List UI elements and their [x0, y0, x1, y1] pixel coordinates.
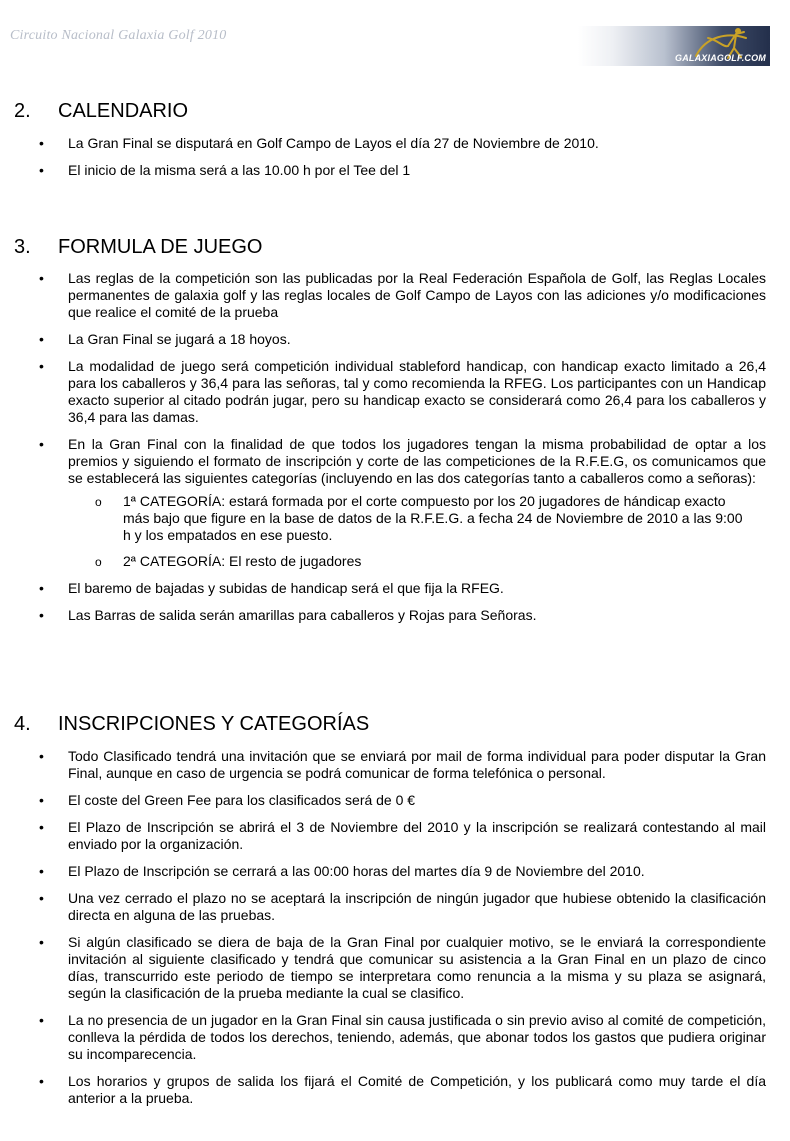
- list-item: [0, 1012, 766, 1063]
- bullet-icon: •: [39, 331, 44, 347]
- section-number: 3.: [14, 236, 31, 258]
- section-number: 4.: [14, 713, 31, 735]
- logo-text: GALAXIAGOLF.COM: [675, 53, 766, 63]
- section-inscripciones-y-categorias: [0, 713, 790, 1107]
- section-title: INSCRIPCIONES Y CATEGORÍAS: [58, 713, 370, 735]
- section-title: CALENDARIO: [58, 100, 189, 122]
- bullet-icon: •: [39, 162, 44, 178]
- list-item-text: La Gran Final se jugará a 18 hoyos.: [68, 331, 291, 347]
- list-item-text: En la Gran Final con la finalidad de que todos los jugadores tengan la misma probabilidad de optar a los premios y siguiendo el formato de inscripción y corte de las competiciones de la R.F.E.G, os comunicamos que se establecerá las siguientes categorías (incluyendo en las dos categorías tanto a caballeros como a señoras):: [68, 436, 766, 486]
- bullet-icon: •: [39, 1073, 44, 1089]
- list-item-text: La modalidad de juego será competición individual stableford handicap, con handicap exacto limitado a 26,4 para los caballeros y 36,4 para las señoras, tal y como recomienda la RFEG. Los participantes con un Handicap exacto superior al citado podrán jugar, pero su handicap exacto se considerará como 26,4 para los caballeros y 36,4 para las damas.: [68, 358, 766, 425]
- bullet-icon: •: [39, 748, 44, 764]
- sub-list-item: [68, 553, 743, 570]
- list-item-text: La no presencia de un jugador en la Gran Final sin causa justificada o sin previo aviso al comité de competición, conlleva la pérdida de todos los derechos, teniendo, además, que abonar todos los gastos que pudiera originar su incomparecencia.: [68, 1012, 766, 1062]
- sub-list: [68, 493, 766, 570]
- list-item-text: El Plazo de Inscripción se abrirá el 3 de Noviembre del 2010 y la inscripción se realizará contestando al mail enviado por la organización.: [68, 819, 766, 852]
- galaxiagolf-logo: [578, 26, 770, 66]
- list-item-text: El Plazo de Inscripción se cerrará a las 00:00 horas del martes día 9 de Noviembre del 2010.: [68, 863, 645, 879]
- bullet-icon: •: [39, 934, 44, 950]
- bullet-icon: •: [39, 135, 44, 151]
- list-item: [0, 436, 766, 570]
- list-item: [0, 890, 766, 924]
- list-item: [0, 1073, 766, 1107]
- list-item-text: Los horarios y grupos de salida los fijará el Comité de Competición, y los publicará como muy tarde el día anterior a la prueba.: [68, 1073, 766, 1106]
- bullet-list: [0, 270, 790, 624]
- list-item-text: Las Barras de salida serán amarillas para caballeros y Rojas para Señoras.: [68, 607, 537, 623]
- bullet-list: [0, 748, 790, 1107]
- list-item: [0, 607, 766, 624]
- bullet-list: [0, 135, 790, 179]
- list-item-text: El coste del Green Fee para los clasificados será de 0 €: [68, 792, 416, 808]
- list-item-text: El baremo de bajadas y subidas de handicap será el que fija la RFEG.: [68, 580, 504, 596]
- section-title: FORMULA DE JUEGO: [58, 236, 263, 258]
- sub-list-item-text: 2ª CATEGORÍA: El resto de jugadores: [123, 553, 362, 569]
- list-item: [0, 270, 766, 321]
- document-header-title: Circuito Nacional Galaxia Golf 2010: [10, 28, 227, 43]
- circle-bullet-icon: o: [95, 495, 102, 509]
- list-item-text: El inicio de la misma será a las 10.00 h por el Tee del 1: [68, 162, 411, 178]
- bullet-icon: •: [39, 436, 44, 452]
- list-item-text: Si algún clasificado se diera de baja de la Gran Final por cualquier motivo, se le enviará la correspondiente invitación al siguiente clasificado y tendrá que comunicar su asistencia a la Gran Final en un plazo de cinco días, transcurrido este periodo de tiempo se interpretara como renuncia a la misma y su plaza se asignará, según la clasificación de la prueba mediante la cual se clasifico.: [68, 934, 766, 1001]
- circle-bullet-icon: o: [95, 555, 102, 569]
- list-item: [0, 358, 766, 426]
- section-calendario: [0, 100, 790, 179]
- sub-list-item: [68, 493, 743, 544]
- list-item: [0, 135, 766, 152]
- bullet-icon: •: [39, 890, 44, 906]
- sub-list-item-text: 1ª CATEGORÍA: estará formada por el corte compuesto por los 20 jugadores de hándicap exacto más bajo que figure en la base de datos de la R.F.E.G. a fecha 24 de Noviembre de 2010 a las 9:00 h y los empatados en ese puesto.: [123, 493, 743, 543]
- list-item: [0, 580, 766, 597]
- list-item-text: Todo Clasificado tendrá una invitación que se enviará por mail de forma individual para poder disputar la Gran Final, aunque en caso de urgencia se podrá comunicar de forma telefónica o personal.: [68, 748, 766, 781]
- section-heading: [0, 100, 790, 126]
- list-item: [0, 934, 766, 1002]
- bullet-icon: •: [39, 1012, 44, 1028]
- bullet-icon: •: [39, 863, 44, 879]
- list-item-text: Las reglas de la competición son las publicadas por la Real Federación Española de Golf, las Reglas Locales permanentes de galaxia golf y las reglas locales de Golf Campo de Layos con las adiciones y/o modificaciones que realice el comité de la prueba: [68, 270, 766, 320]
- bullet-icon: •: [39, 792, 44, 808]
- list-item: [0, 819, 766, 853]
- bullet-icon: •: [39, 580, 44, 596]
- section-heading: [0, 713, 790, 739]
- bullet-icon: •: [39, 819, 44, 835]
- list-item: [0, 162, 766, 179]
- list-item: [0, 748, 766, 782]
- section-formula-de-juego: [0, 236, 790, 624]
- list-item-text: La Gran Final se disputará en Golf Campo de Layos el día 27 de Noviembre de 2010.: [68, 135, 599, 151]
- list-item-text: Una vez cerrado el plazo no se aceptará la inscripción de ningún jugador que hubiese obtenido la clasificación directa en alguna de las pruebas.: [68, 890, 766, 923]
- bullet-icon: •: [39, 270, 44, 286]
- list-item: [0, 863, 766, 880]
- list-item: [0, 792, 766, 809]
- section-heading: [0, 236, 790, 262]
- section-number: 2.: [14, 100, 31, 122]
- bullet-icon: •: [39, 607, 44, 623]
- list-item: [0, 331, 766, 348]
- bullet-icon: •: [39, 358, 44, 374]
